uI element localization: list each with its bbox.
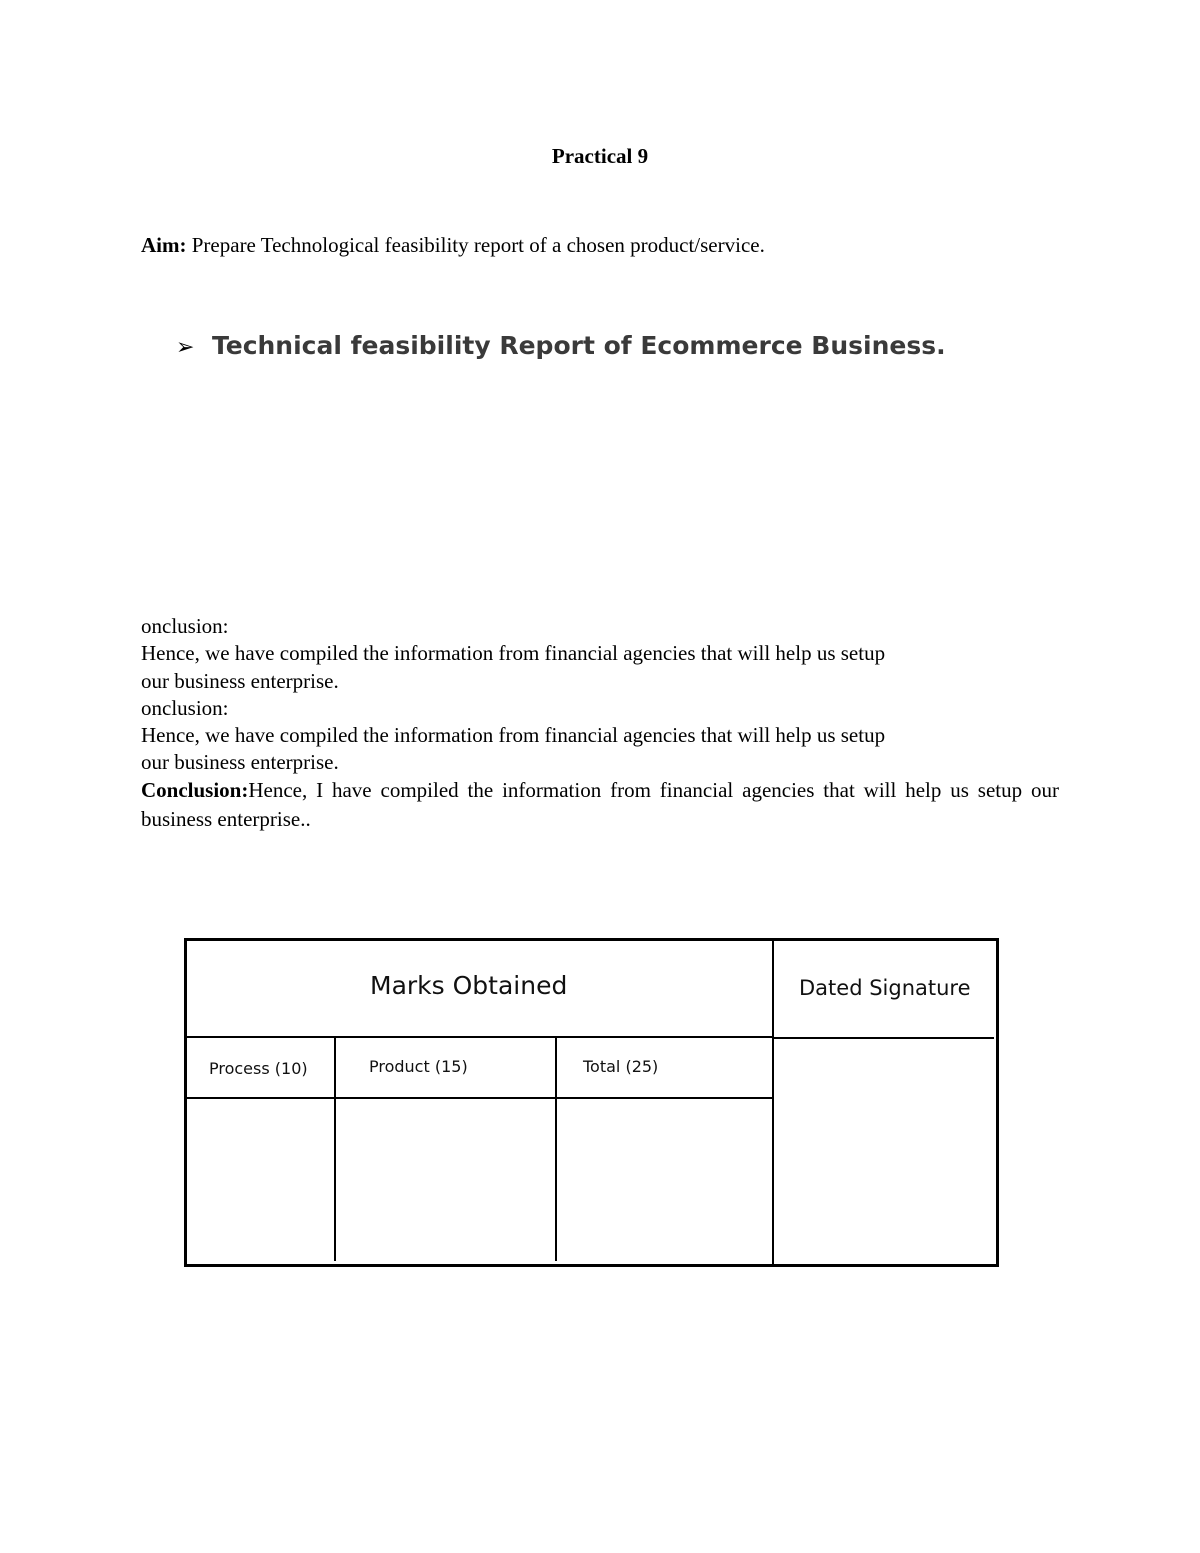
report-heading-text: Technical feasibility Report of Ecommerce Business. xyxy=(212,331,946,360)
total-marks-cell xyxy=(559,1101,770,1259)
marks-table xyxy=(184,938,999,1267)
block-2-line-1: Hence, we have compiled the information from financial agencies that will help us setup xyxy=(141,723,886,747)
block-1-line-2: our business enterprise. xyxy=(141,669,339,693)
marks-obtained-header: Marks Obtained xyxy=(370,971,568,1000)
block-2-label: onclusion: xyxy=(141,696,229,720)
process-column-header: Process (10) xyxy=(209,1059,308,1078)
dated-signature-header: Dated Signature xyxy=(799,976,971,1000)
conclusion-label: Conclusion: xyxy=(141,778,249,802)
block-1-label: onclusion: xyxy=(141,614,229,638)
process-product-divider xyxy=(334,1037,336,1261)
process-marks-cell xyxy=(189,1101,332,1259)
report-heading xyxy=(176,329,946,365)
arrow-bullet-icon: ➢ xyxy=(176,335,195,360)
aim-statement xyxy=(141,231,765,259)
conclusion-text: Hence, I have compiled the information from financial agencies that will help us setup our business enterprise.. xyxy=(141,778,1059,831)
block-2-line-2: our business enterprise. xyxy=(141,750,339,774)
page-title: Practical 9 xyxy=(551,144,649,168)
column-header-divider xyxy=(187,1097,774,1099)
product-marks-cell xyxy=(338,1101,553,1259)
block-1-line-1: Hence, we have compiled the information from financial agencies that will help us setup xyxy=(141,641,886,665)
conclusion-paragraph xyxy=(141,776,1059,834)
signature-divider xyxy=(774,1037,994,1039)
product-column-header: Product (15) xyxy=(369,1057,468,1076)
aim-label: Aim: xyxy=(141,233,187,257)
header-divider xyxy=(187,1036,774,1038)
signature-cell xyxy=(776,1041,994,1261)
aim-text: Prepare Technological feasibility report of a chosen product/service. xyxy=(186,233,765,257)
signature-column-divider xyxy=(772,941,774,1264)
product-total-divider xyxy=(555,1037,557,1261)
total-column-header: Total (25) xyxy=(583,1057,659,1076)
